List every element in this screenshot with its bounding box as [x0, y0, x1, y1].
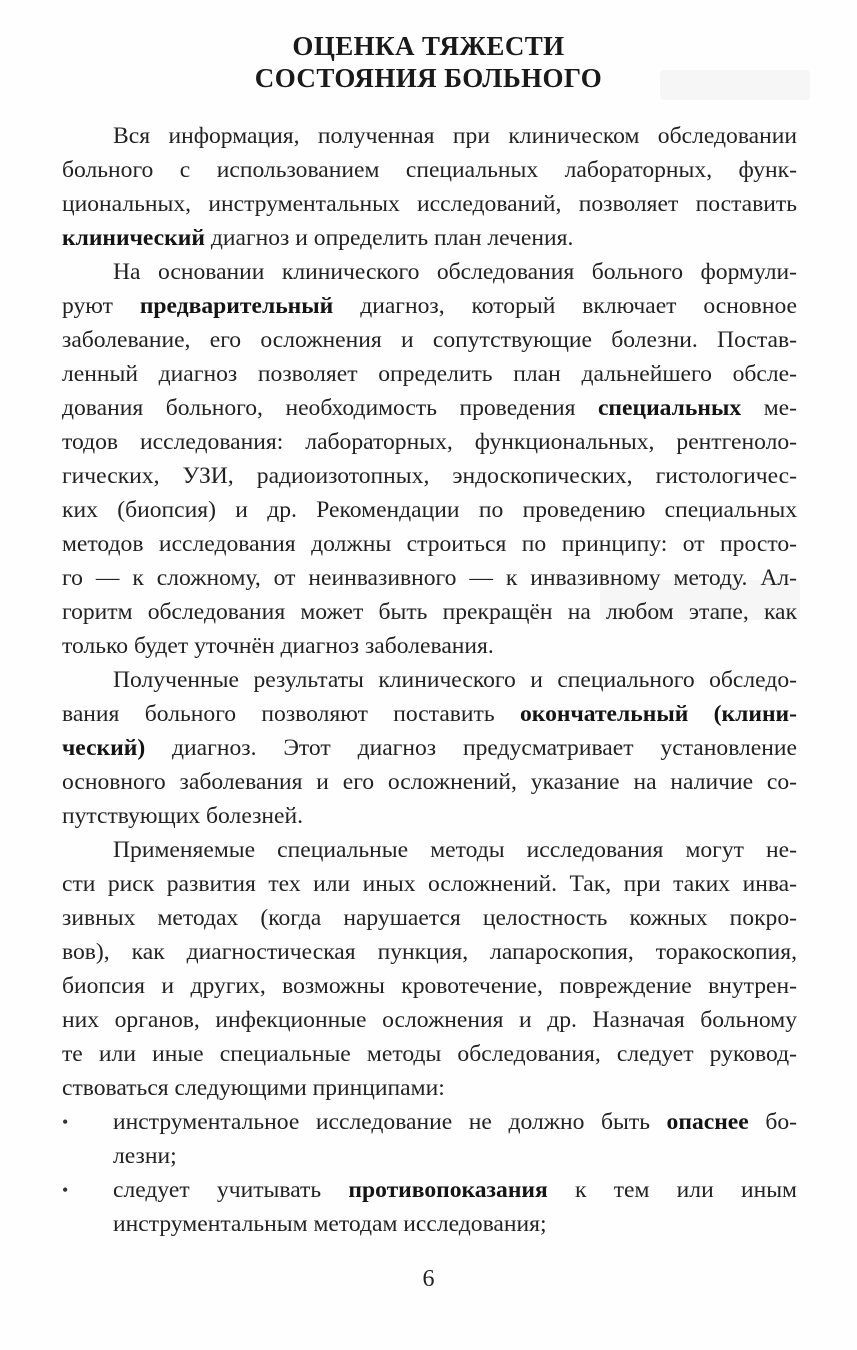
- text-line: тодов исследования: лабораторных, функциональных, рентгеноло-: [62, 429, 797, 455]
- text-line: зивных методах (когда нарушается целостность кожных покро-: [62, 905, 797, 931]
- text-line: руют предварительный диагноз, который включает основное: [62, 293, 797, 319]
- text-line: Вся информация, полученная при клиническом обследовании: [113, 123, 797, 149]
- text-line: заболевание, его осложнения и сопутствующие болезни. Постав-: [62, 327, 797, 353]
- text-line: ких (биопсия) и др. Рекомендации по проведению специальных: [62, 497, 797, 523]
- bold-term: окончательный (клини-: [519, 701, 798, 727]
- text-line: клинический диагноз и определить план лечения.: [62, 225, 574, 251]
- bold-term: клинический: [62, 225, 205, 251]
- text-line: только будет уточнён диагноз заболевания.: [62, 633, 494, 659]
- text-line: Полученные результаты клинического и специального обследо-: [113, 667, 797, 693]
- text-line: них органов, инфекционные осложнения и др. Назначая больному: [62, 1007, 797, 1033]
- bullet-line: следует учитывать противопоказания к тем или иным: [113, 1177, 797, 1203]
- text-line: вания больного позволяют поставить окончательный (клини-: [62, 701, 798, 727]
- text-line: вов), как диагностическая пункция, лапароскопия, торакоскопия,: [62, 939, 797, 965]
- text-line: путствующих болезней.: [62, 803, 304, 829]
- bold-term: противопоказания: [348, 1177, 548, 1203]
- heading-line-1: ОЦЕНКА ТЯЖЕСТИ: [292, 31, 565, 61]
- page-number: 6: [422, 1266, 435, 1292]
- text-line: больного с использованием специальных лабораторных, функ-: [62, 157, 797, 183]
- bullet-marker: •: [62, 1180, 69, 1200]
- bold-term: ческий): [62, 735, 146, 761]
- bold-term: опаснее: [666, 1109, 749, 1135]
- text-line: дования больного, необходимость проведения специальных ме-: [62, 395, 797, 421]
- text-line: ческий) диагноз. Этот диагноз предусматривает установление: [62, 735, 797, 761]
- bullet-line: инструментальное исследование не должно быть опаснее бо-: [113, 1109, 797, 1135]
- text-line: горитм обследования может быть прекращён на любом этапе, как: [62, 599, 797, 625]
- text-line: ленный диагноз позволяет определить план дальнейшего обсле-: [62, 361, 797, 387]
- bullet-line: инструментальным методам исследования;: [113, 1211, 547, 1237]
- bullet-marker: •: [62, 1112, 69, 1132]
- bold-term: специальных: [597, 395, 742, 421]
- text-line: те или иные специальные методы обследования, следует руковод-: [62, 1041, 797, 1067]
- text-line: методов исследования должны строиться по принципу: от просто-: [62, 531, 797, 557]
- text-line: гических, УЗИ, радиоизотопных, эндоскопических, гистологичес-: [62, 463, 797, 489]
- text-line: ствоваться следующими принципами:: [62, 1075, 445, 1101]
- bullet-line: лезни;: [113, 1143, 177, 1169]
- text-line: сти риск развития тех или иных осложнений. Так, при таких инва-: [62, 871, 797, 897]
- text-line: На основании клинического обследования больного формули-: [113, 259, 797, 285]
- bold-term: предварительный: [139, 293, 334, 319]
- text-line: го — к сложному, от неинвазивного — к инвазивному методу. Ал-: [62, 565, 797, 591]
- text-line: основного заболевания и его осложнений, указание на наличие со-: [62, 769, 797, 795]
- heading-line-2: СОСТОЯНИЯ БОЛЬНОГО: [254, 63, 603, 93]
- text-line: циональных, инструментальных исследований, позволяет поставить: [62, 191, 797, 217]
- text-line: Применяемые специальные методы исследования могут не-: [113, 837, 797, 863]
- text-line: биопсия и других, возможны кровотечение, повреждение внутрен-: [62, 973, 797, 999]
